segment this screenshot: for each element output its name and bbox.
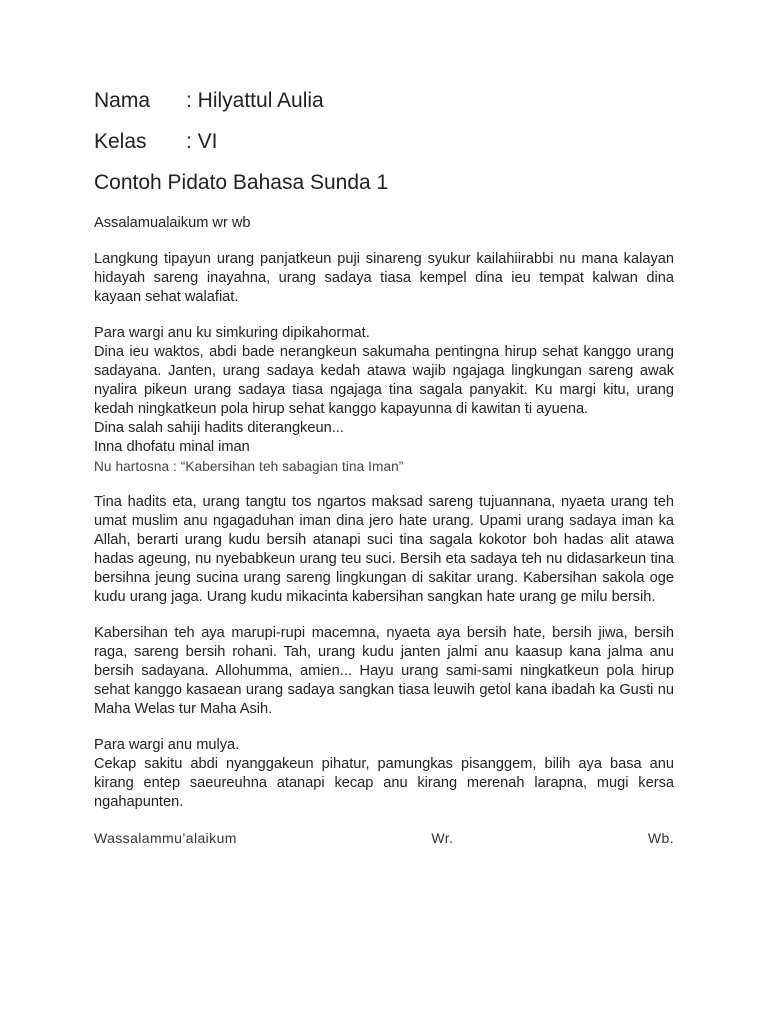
closing-part-3: Wb. [647,830,674,846]
paragraph-closing: Cekap sakitu abdi nyanggakeun pihatur, pamungkas pisanggem, bilih aya basa anu kirang entep saeureuhna atanapi kecap anu kirang merenah larapna, mugi kersa ngahapunten. [94,756,674,810]
greeting: Assalamualaikum wr wb [94,215,251,231]
document-content [94,86,674,848]
closing-part-1: Wassalammu’alaikum [94,830,237,846]
section-health [94,324,674,476]
address-line-2: Para wargi anu mulya. [94,737,240,753]
class-value: : VI [186,130,218,153]
document-title: Contoh Pidato Bahasa Sunda 1 [94,171,389,194]
name-label: Nama [94,89,151,112]
paragraph-hadith-explanation: Tina hadits eta, urang tangtu tos ngartos maksad sareng tujuannana, nyaeta urang teh umat muslim anu ngagaduhan iman dina jero hate urang. Upami urang sadaya iman ka Allah, berarti urang kudu bersih atanapi suci tina sagala kokotor boh hadas alit atawa hadas ageung, nu nyebabkeun urang teu suci. Bersih eta sadaya teh nu didasarkeun tina bersihna jeung sucina urang sareng lingkungan di sakitar urang. Kabersihan sakola oge kudu urang jaga. Urang kudu mikacinta kabersihan sangkan hate urang ge milu bersih. [94,494,674,605]
closing-salutation [94,829,674,848]
name-line [94,86,674,116]
paragraph-health: Dina ieu waktos, abdi bade nerangkeun sakumaha pentingna hirup sehat kanggo urang sadayana. Janten, urang sadaya kedah atawa wajib ngajaga lingkungan sareng awak nyalira pikeun urang sadaya tiasa ngajaga tina sagala panyakit. Ku margi kitu, urang kedah ningkatkeun pola hirup sehat kanggo kapayunna di kawitan ti ayuena. [94,344,674,417]
hadith-intro: Dina salah sahiji hadits diterangkeun... [94,420,344,436]
name-value: : Hilyattul Aulia [186,89,324,112]
class-line [94,127,674,157]
hadith-translation: Nu hartosna : “Kabersihan teh sabagian tina Iman” [94,459,404,474]
address-line-1: Para wargi anu ku simkuring dipikahormat. [94,325,370,341]
paragraph-cleanliness-types: Kabersihan teh aya marupi-rupi macemna, nyaeta aya bersih hate, bersih jiwa, bersih raga, sareng bersih rohani. Tah, urang kudu janten jalmi anu kaasup kana jalma anu bersih sadayana. Allohumma, amien... Hayu urang sami-sami ningkatkeun pola hirup sehat kanggo kasaean urang sadaya sangkan tiasa leuwih getol kana ibadah ka Gusti nu Maha Welas tur Maha Asih. [94,625,674,717]
class-label: Kelas [94,130,147,153]
hadith-text: Inna dhofatu minal iman [94,439,250,455]
paragraph-opening: Langkung tipayun urang panjatkeun puji sinareng syukur kailahiirabbi nu mana kalayan hidayah sareng inayahna, urang sadaya tiasa kempel dina ieu tempat kalwan dina kayaan sehat walafiat. [94,251,674,305]
closing-part-2: Wr. [431,830,454,846]
section-closing-remarks [94,736,674,812]
